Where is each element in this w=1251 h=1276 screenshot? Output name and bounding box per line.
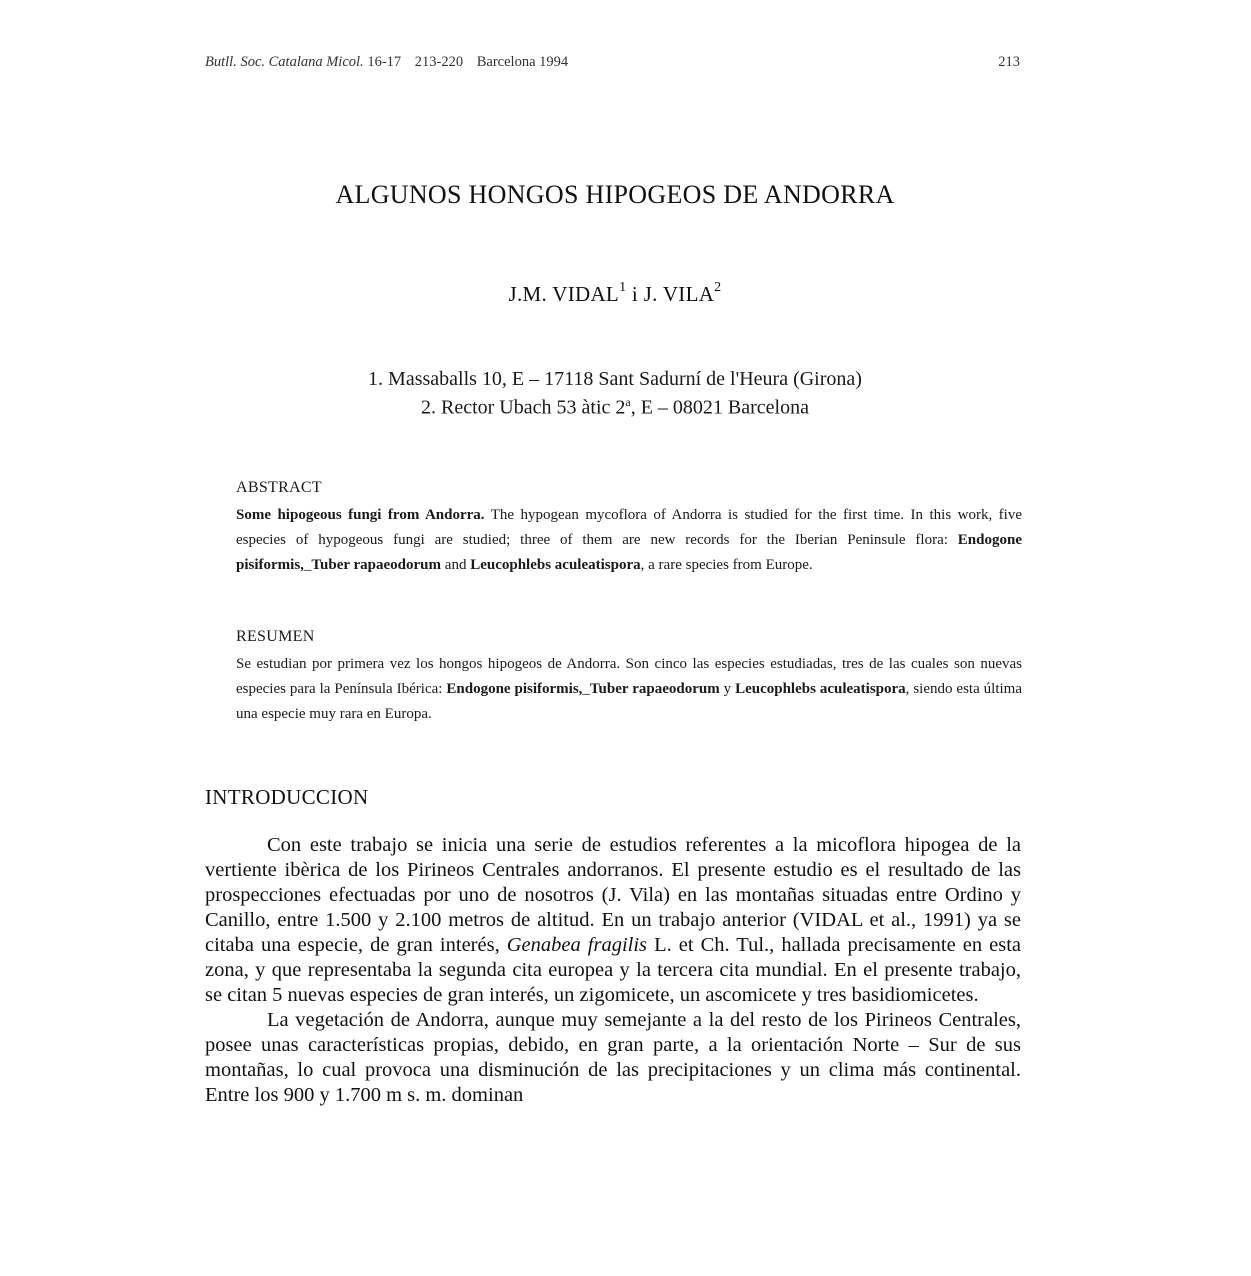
page-range: 213-220 (414, 54, 464, 70)
affiliation-2-city: , E – 08021 Barcelona (630, 396, 809, 419)
resumen-body-2: y (719, 681, 736, 697)
abstract-text (236, 503, 1022, 578)
resumen-body-1: Se estudian por primera vez los hongos hipogeos de Andorra. Son cinco las especies estudiadas, tres de las cuales son nuevas especies para la Península Ibérica: (236, 656, 1022, 697)
volume: 16-17 (367, 54, 402, 70)
species-genabea: Genabea fragilis (506, 934, 648, 956)
abstract-body-3: , a rare species from Europe. (640, 557, 813, 573)
author-line (0, 282, 1230, 307)
introduction-body (205, 833, 1021, 1108)
species-leucophlebs-es: Leucophlebs aculeatispora (735, 681, 906, 697)
species-leucophlebs: Leucophlebs aculeatispora (470, 557, 641, 573)
abstract-lead: Some hipogeous fungi from Andorra. (236, 507, 485, 523)
resumen-text (236, 652, 1022, 727)
affil-mark-1: 1 (619, 280, 627, 295)
affiliation-2 (0, 391, 1230, 420)
introduction-heading: INTRODUCCION (205, 785, 369, 809)
species-endogone: Endogone pisiformis, (236, 532, 1022, 573)
place-year: Barcelona 1994 (476, 54, 569, 70)
abstract-sep: _ (303, 557, 312, 573)
abstract-heading: ABSTRACT (236, 479, 322, 496)
author-vila: J. VILA (643, 282, 715, 306)
species-endogone-es: Endogone pisiformis, (446, 681, 583, 697)
abstract-body-1: The hypogean mycoflora of Andorra is studied for the first time. In this work, five especies of hypogeous fungi are studied; three of them are new records for the Iberian Peninsule flora: (236, 507, 1022, 548)
affiliations (0, 368, 1230, 420)
resumen-section (236, 624, 1022, 727)
abstract-body-2: and (441, 557, 471, 573)
intro-p1-start: Con este trabajo se inicia una serie de estudios referentes a la micoflora hipogea de la vertiente ibèrica de los Pirineos Centrales andorranos. El presente estudio es el resultado de las prospecciones efectuadas por uno de nosotros (J. Vila) en las montañas situadas entre Ordino y Canillo, entre 1.500 y 2.100 metros de altitud. En un trabajo anterior (VIDAL et al., 1991) ya se citaba una especie, de gran interés, (205, 834, 1021, 956)
resumen-heading: RESUMEN (236, 628, 315, 645)
intro-paragraph-1 (205, 833, 1021, 1008)
author-conjunction: i (626, 282, 644, 306)
abstract-section (236, 475, 1022, 578)
journal-name: Butll. Soc. Catalana Micol. (205, 54, 364, 70)
running-header (205, 54, 1020, 71)
affiliation-2-superscript: a (625, 395, 631, 409)
affiliation-1: 1. Massaballs 10, E – 17118 Sant Sadurní de l'Heura (Girona) (368, 368, 862, 390)
species-tuber: Tuber rapaeodorum (311, 557, 442, 573)
author-vidal: J.M. VIDAL (508, 282, 620, 306)
paper-title: ALGUNOS HONGOS HIPOGEOS DE ANDORRA (335, 180, 895, 209)
intro-p1-end: L. et Ch. Tul., hallada precisamente en esta zona, y que representaba la segunda cita europea y la tercera cita mundial. En el presente trabajo, se citan 5 nuevas especies de gran interés, un zigomicete, un ascomicete y tres basidiomicetes. (205, 934, 1021, 1006)
page-number: 213 (998, 54, 1020, 70)
affiliation-2-address: 2. Rector Ubach 53 àtic 2 (421, 396, 626, 419)
species-tuber-es: Tuber rapaeodorum (589, 681, 720, 697)
intro-paragraph-2: La vegetación de Andorra, aunque muy semejante a la del resto de los Pirineos Centrales, posee unas características propias, debido, en gran parte, a la orientación Norte – Sur de sus montañas, lo cual provoca una disminución de las precipitaciones y un clima más continental. Entre los 900 y 1.700 m s. m. dominan (205, 1009, 1021, 1106)
resumen-sep: _ (582, 681, 590, 697)
affil-mark-2: 2 (714, 280, 722, 295)
resumen-body-3: , siendo esta última una especie muy rara en Europa. (236, 681, 1023, 722)
